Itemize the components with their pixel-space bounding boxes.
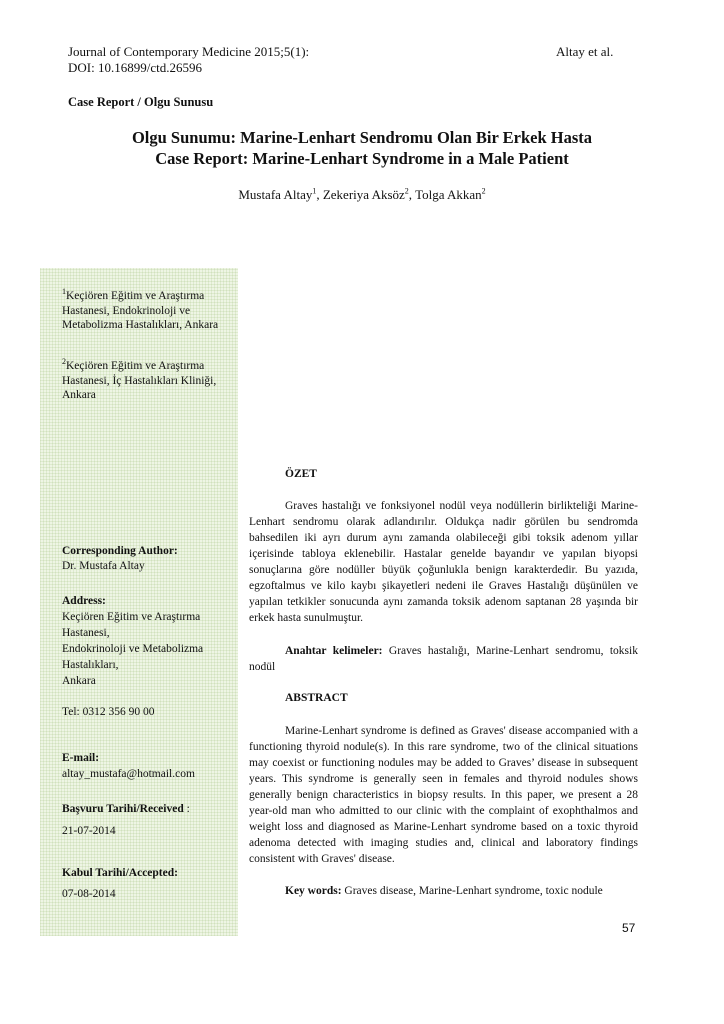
abstract-keywords: Key words: Graves disease, Marine-Lenhart syndrome, toxic nodule (285, 885, 603, 897)
author: Mustafa Altay$^1$, (238, 186, 323, 202)
address-line: Ankara (62, 675, 96, 687)
address-line: Endokrinoloji ve Metabolizma (62, 643, 204, 655)
corresponding-author (62, 544, 232, 573)
email-block (62, 750, 232, 782)
author: Zekeriya Aksöz$^2$, (322, 186, 416, 202)
telephone: Tel: 0312 356 90 00 (62, 706, 155, 718)
received-label: Başvuru Tarihi/Received : (62, 803, 190, 815)
received-date: 21-07-2014 (62, 825, 116, 837)
author-list (0, 187, 724, 203)
accepted-date: 07-08-2014 (62, 888, 116, 900)
address-block (62, 593, 232, 689)
affiliation-2: $^2$Keçiören Eğitim ve Araştırma Hastanesi, İç Hastalıkları Kliniği, Ankara (62, 357, 217, 401)
corresponding-label: Corresponding Author: (62, 545, 178, 557)
running-authors: Altay et al. (556, 44, 614, 59)
article-type: Case Report / Olgu Sunusu (68, 95, 214, 109)
page-number: 57 (622, 921, 636, 935)
abstract-body: Marine-Lenhart syndrome is defined as Graves' disease accompanied with a functioning thyroid nodule(s). In this rare syndrome, two of the clinical situations may coexist or functioning nodules may be added to Graves’ disease in subsequent years. This syndrome is generally seen in females and thyroid nodules shows generally benign characteristics in biopsy results. In this paper, we present a 28 year-old man who admitted to our clinic with the complaint of exophthalmos and weight loss and diagnosed as Marine-Lenhart syndrome based on a toxic thyroid adenoma detected with imaging studies and, clinical and laboratory findings consistent with Graves' disease. (249, 725, 638, 865)
ozet-body: Graves hastalığı ve fonksiyonel nodül veya nodüllerin birlikteliği Marine-Lenhart sendromu olarak adlandırılır. Oldukça nadir görülen bu sendromda bahsedilen iki ayrı durum aynı zamanda olabileceği gibi toksik adenom yıllar içerisinde tabloya eklenebilir. Hastalar genelde bayandır ve yapılan biyopsi sonuçlarına göre nodüller büyük çoğunlukla benign karakterdedir. Bu yazıda, egzoftalmus ve kilo kaybı şikayetleri nedeni ile Graves Hastalığı düşünülen ve yapılan tetkikler sonucunda aynı zamanda toksik adenom saptanan 28 yaşında bir erkek hasta sunulmuştur. (249, 500, 638, 624)
accepted-label: Kabul Tarihi/Accepted: (62, 867, 178, 879)
title-turkish: Olgu Sunumu: Marine-Lenhart Sendromu Olan Bir Erkek Hasta (131, 128, 593, 147)
title-english: Case Report: Marine-Lenhart Syndrome in a Male Patient (155, 149, 569, 168)
ozet-keywords: Anahtar kelimeler: Graves hastalığı, Marine-Lenhart sendromu, toksik nodül (249, 645, 638, 673)
journal-citation: Journal of Contemporary Medicine 2015;5(1): (68, 44, 310, 59)
email-label: E-mail: (62, 752, 100, 764)
address-line: Hastanesi, (62, 627, 110, 639)
address-line: Keçiören Eğitim ve Araştırma (62, 611, 201, 623)
author: Tolga Akkan$^2$ (415, 186, 486, 202)
email-address[interactable]: altay_mustafa@hotmail.com (62, 768, 195, 780)
affiliation-1: $^1$Keçiören Eğitim ve Araştırma Hastanesi, Endokrinoloji ve Metabolizma Hastalıkları, Ankara (62, 287, 219, 331)
address-label: Address: (62, 595, 106, 607)
corresponding-name: Dr. Mustafa Altay (62, 559, 145, 572)
ozet-heading: ÖZET (285, 468, 317, 480)
doi: DOI: 10.16899/ctd.26596 (68, 60, 202, 75)
address-line: Hastalıkları, (62, 659, 119, 671)
abstract-heading: ABSTRACT (285, 692, 348, 704)
